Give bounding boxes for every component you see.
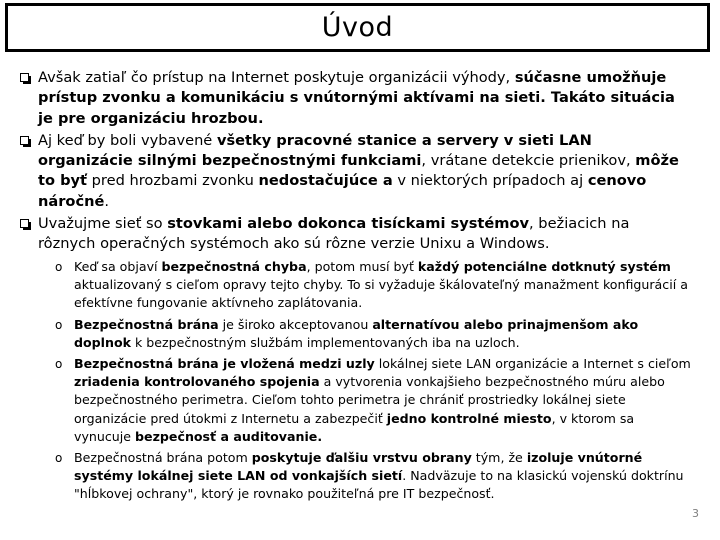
sub-bullet-text bbox=[74, 450, 684, 501]
title-box bbox=[5, 3, 710, 52]
checkbox-bullet-icon bbox=[20, 219, 29, 228]
bold-text-segment: bezpečnostná chyba bbox=[161, 259, 307, 274]
text-segment: lokálnej siete LAN organizácie a Internet s cieľom bbox=[374, 356, 691, 372]
text-segment: pred hrozbami zvonku bbox=[87, 172, 259, 190]
text-segment: Bezpečnostná brána potom bbox=[74, 450, 252, 466]
sub-bullet-list bbox=[55, 258, 695, 507]
bullet-text bbox=[38, 215, 629, 252]
bold-text-segment: cenovo náročné bbox=[38, 172, 647, 210]
text-segment: Uvažujme sieť so bbox=[38, 215, 168, 233]
text-segment: Aj keď by boli vybavené bbox=[38, 131, 217, 149]
bullet-item bbox=[20, 68, 690, 129]
bold-text-segment: Bezpečnostná brána bbox=[74, 316, 219, 332]
circle-bullet-icon: o bbox=[55, 317, 63, 332]
bold-text-segment: jedno kontrolné miesto bbox=[386, 410, 552, 426]
slide-title: Úvod bbox=[321, 12, 394, 43]
bold-text-segment: stovkami alebo dokonca tisíckami systémov bbox=[167, 215, 530, 233]
bullet-item bbox=[20, 214, 690, 255]
sub-bullet-text bbox=[74, 356, 691, 444]
text-segment: aktualizovaný s cieľom opravy tejto chyby. To si vyžaduje škálovateľný manažment konfigurácií a efektívne fungovanie aktívneho zaplátovania. bbox=[74, 277, 688, 311]
bold-text-segment: každý potenciálne dotknutý systém bbox=[417, 259, 671, 274]
text-segment: v niektorých prípadoch aj bbox=[392, 172, 588, 190]
bold-text-segment: nedostačujúce a bbox=[258, 172, 393, 190]
bold-text-segment: Bezpečnostná brána je vložená medzi uzly bbox=[74, 356, 375, 372]
text-segment: , v ktorom sa vynucuje bbox=[74, 410, 635, 444]
page-number: 3 bbox=[692, 507, 699, 520]
circle-bullet-icon: o bbox=[55, 260, 63, 274]
bold-text-segment: izoluje vnútorné systémy lokálnej siete LAN od vonkajších sietí bbox=[74, 450, 643, 484]
bold-text-segment: bezpečnosť a auditovanie. bbox=[135, 428, 323, 444]
bold-text-segment: všetky pracovné stanice a servery v sieti LAN organizácie silnými bezpečnostnými funkciami bbox=[38, 131, 592, 170]
sub-bullet-text bbox=[74, 259, 688, 310]
text-segment: tým, že bbox=[471, 450, 527, 466]
bold-text-segment: alternatívou alebo prinajmenšom ako doplnok bbox=[74, 316, 639, 350]
sub-bullet-item bbox=[55, 258, 695, 313]
text-segment: , vrátane detekcie prienikov, bbox=[421, 152, 636, 170]
bold-text-segment: súčasne umožňuje prístup zvonku a komunikáciu s vnútornými aktívami na sieti. Takáto situácia je pre organizáciu hrozbou. bbox=[38, 69, 675, 127]
text-segment: , potom musí byť bbox=[306, 259, 418, 274]
text-segment: Keď sa objaví bbox=[74, 259, 162, 274]
checkbox-bullet-icon bbox=[20, 73, 29, 82]
sub-bullet-item bbox=[55, 449, 695, 504]
text-segment: , bežiacich na rôznych operačných systémoch ako sú rôzne verzie Unixu a Windows. bbox=[38, 215, 630, 253]
sub-bullet-text bbox=[74, 317, 638, 350]
main-bullet-list bbox=[20, 68, 690, 257]
text-segment: . Nadväzuje to na klasickú vojenskú doktrínu "hĺbkovej ochrany", ktorý je rovnako použiteľná pre IT bezpečnosť. bbox=[74, 468, 684, 502]
text-segment: Avšak zatiaľ čo prístup na Internet poskytuje organizácii výhody, bbox=[38, 69, 515, 86]
bold-text-segment: môže to byť bbox=[38, 152, 679, 190]
bold-text-segment: zriadenia kontrolovaného spojenia bbox=[74, 374, 320, 390]
bullet-text bbox=[38, 132, 679, 210]
sub-bullet-item bbox=[55, 316, 695, 352]
checkbox-bullet-icon bbox=[20, 136, 29, 145]
text-segment: . bbox=[104, 192, 110, 210]
bullet-text bbox=[38, 69, 675, 127]
bullet-item bbox=[20, 131, 690, 212]
sub-bullet-item bbox=[55, 355, 695, 446]
bold-text-segment: poskytuje ďalšiu vrstvu obrany bbox=[251, 450, 472, 466]
circle-bullet-icon: o bbox=[55, 451, 63, 466]
text-segment: a vytvorenia vonkajšieho bezpečnostného múru alebo bezpečnostného perimetra. Cieľom tohto perimetra je chrániť prostriedky lokálnej siete organizácie pred útokmi z Internetu a zabezpečiť bbox=[74, 374, 665, 426]
text-segment: k bezpečnostným službám implementovaných iba na uzloch. bbox=[131, 334, 520, 350]
text-segment: je široko akceptovanou bbox=[218, 316, 373, 332]
circle-bullet-icon: o bbox=[55, 357, 63, 372]
